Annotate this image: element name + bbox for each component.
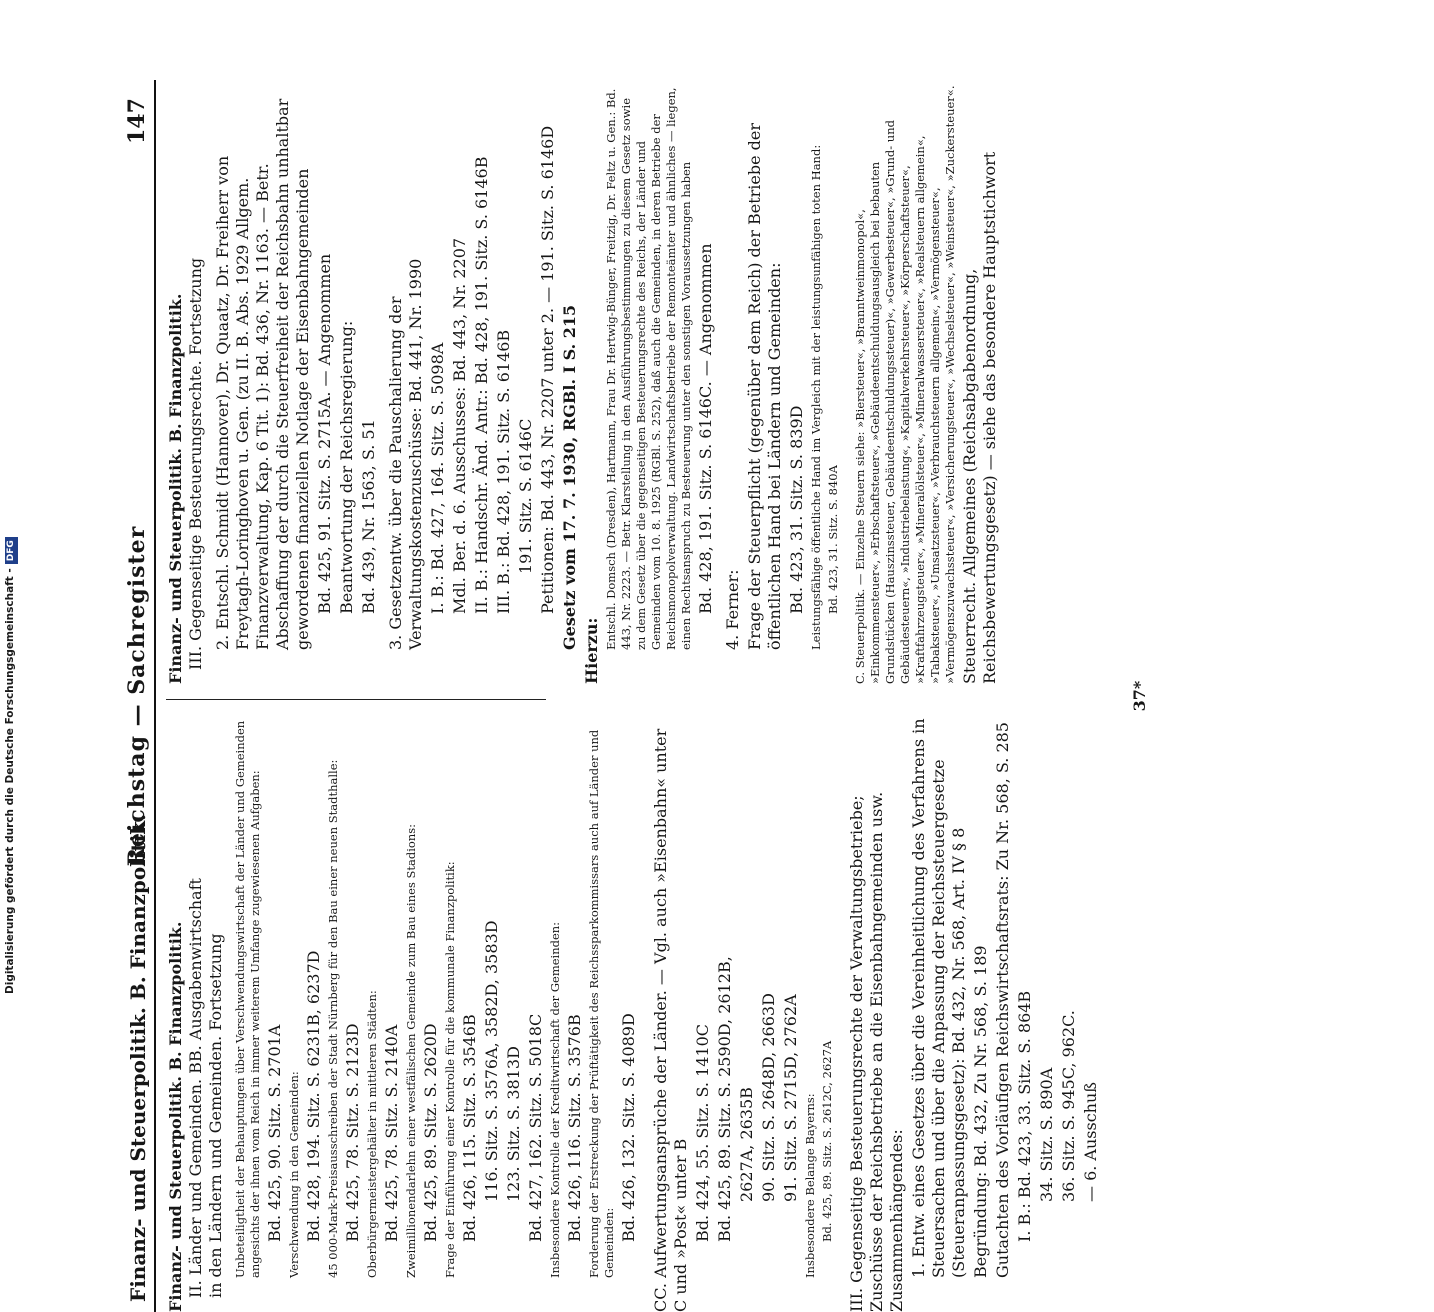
index-reference: 2627A, 2635B: [737, 1087, 756, 1202]
dfg-logo: DFG: [5, 537, 18, 564]
left-subsection-2: in den Ländern und Gemeinden. Fortsetzung: [206, 933, 225, 1298]
index-entry: Gutachten des Vorläufigen Reichswirtschaftsrats: Zu Nr. 568, S. 285: [993, 722, 1012, 1278]
index-reference: Beantwortung der Reichsregierung:: [337, 320, 356, 614]
index-reference: I. B.: Bd. 423, 33. Sitz. S. 864B: [1015, 990, 1034, 1242]
index-reference: Bd. 423, 31. Sitz. S. 839D: [787, 405, 806, 614]
index-reference: III. B.: Bd. 428, 191. Sitz. S. 6146B: [494, 329, 513, 614]
index-entry: 4. Ferner:: [723, 569, 742, 650]
index-reference: Petitionen: Bd. 443, Nr. 2207 unter 2. — 191. Sitz. S. 6146D: [538, 125, 557, 614]
index-entry: Leistungsfähige öffentliche Hand im Vergleich mit der leistungsunfähigen toten Hand:: [809, 144, 823, 650]
left-subsection-1: II. Länder und Gemeinden. BB. Ausgabenwirtschaft: [186, 878, 205, 1298]
index-entry: Unbeteiligtheit der Behauptungen über Verschwendungswirtschaft der Länder und Gemeinden angesichts der ihnen vom Reich in immer weiterem Umfange zugewiesenen Aufgaben:: [233, 720, 262, 1278]
left-section-title: Finanz- und Steuerpolitik. B. Finanzpolitik.: [166, 921, 185, 1312]
index-reference: II. B.: Handschr. Änd. Antr.: Bd. 428, 191. Sitz. S. 6146B: [472, 156, 491, 614]
index-entry: Insbesondere Belange Bayerns:: [803, 1093, 817, 1278]
index-entry: 2. Entschl. Schmidt (Hannover), Dr. Quaatz, Dr. Freiherr von Freytagh-Loringhoven u. Gen. (zu II. B. Abs. 1929 Allgem. Finanzverwaltung, Kap. 6 Tit. 1): Bd. 436, Nr. 1163. — Betr. Abschaffung der durch die Steuerfreiheit der Reichsbahn unhaltbar gewordenen finanziellen Notlage der Eisenbahngemeinden: [213, 98, 312, 650]
index-reference: Bd. 423, 31. Sitz. S. 840A: [826, 465, 840, 614]
signature-mark: 37*: [1130, 680, 1149, 712]
index-reference: Bd. 427, 162. Sitz. S. 5018C: [526, 1013, 545, 1242]
index-reference: 191. Sitz. S. 6146C: [516, 418, 535, 574]
index-entry: 45 000-Mark-Preisausschreiben der Stadt Nürnberg für den Bau einer neuen Stadthalle:: [326, 759, 340, 1278]
digitisation-text: Digitalisierung gefördert durch die Deutsche Forschungsgemeinschaft -: [4, 568, 16, 994]
index-reference: Bd. 425, 90. Sitz. S. 2701A: [265, 1024, 284, 1242]
index-reference: 116. Sitz. S. 3576A, 3582D, 3583D: [482, 920, 501, 1202]
index-reference: Bd. 439, Nr. 1563, S. 51: [359, 419, 378, 614]
law-reference: Gesetz vom 17. 7. 1930, RGBl. I S. 215: [560, 304, 579, 650]
header-center: Reichstag — Sachregister: [124, 525, 150, 867]
index-entry: 1. Entw. eines Gesetzes über die Vereinheitlichung des Verfahrens in Steuersachen und über die Anpassung der Reichssteuergesetze (Steueranpassungsgesetz): Bd. 432, Nr. 568, Art. IV § 8: [909, 718, 968, 1278]
iii-heading: III. Gegenseitige Besteuerungsrechte der Verwaltungsbetriebe; Zuschüsse der Reichsbetriebe an die Eisenbahngemeinden usw. Zusammenhängendes:: [847, 791, 906, 1312]
index-reference: Mdl. Ber. d. 6. Ausschusses: Bd. 443, Nr. 2207: [450, 237, 469, 614]
right-subsection-1: III. Gegenseitige Besteuerungsrechte. Fortsetzung: [186, 257, 205, 670]
c-see-also: Steuerrecht. Allgemeines (Reichsabgabenordnung, Reichsbewertungsgesetz) — siehe das besondere Hauptstichwort: [960, 151, 999, 684]
running-header: [120, 80, 156, 1312]
index-reference: Bd. 426, 115. Sitz. S. 3546B: [460, 1014, 479, 1242]
index-entry: Forderung der Erstreckung der Prüftätigkeit des Reichssparkommissars auch auf Länder und Gemeinden:: [587, 729, 616, 1278]
index-reference: 34. Sitz. S. 890A: [1037, 1067, 1056, 1202]
index-entry: Begründung: Bd. 432, Zu Nr. 568, S. 189: [971, 945, 990, 1278]
index-reference: 36. Sitz. S. 945C, 962C.: [1059, 1010, 1078, 1202]
digitisation-note: [0, 0, 20, 1000]
index-reference: I. B.: Bd. 427, 164. Sitz. S. 5098A: [428, 342, 447, 614]
header-left: Finanz- und Steuerpolitik. B. Finanzpolitik.: [126, 813, 150, 1302]
hierzu-label: Hierzu:: [582, 617, 601, 684]
index-reference: Bd. 425, 91. Sitz. S. 2715A. — Angenommen: [315, 253, 334, 614]
index-reference: Bd. 426, 116. Sitz. S. 3576B: [565, 1014, 584, 1242]
index-reference: 91. Sitz. S. 2715D, 2762A: [781, 994, 800, 1202]
index-entry: 3. Gesetzentw. über die Pauschalierung der Verwaltungskostenzuschüsse: Bd. 441, Nr. 1990: [386, 258, 425, 650]
index-reference: Bd. 428, 194. Sitz. S. 6231B, 6237D: [304, 950, 323, 1242]
c-heading: C. Steuerpolitik. — Einzelne Steuern siehe: »Biersteuer«, »Branntweinmonopol«, »Einkommensteuer«, »Erbschaftsteuer«, »Gebäudeentschuldungsausgleich bei bebauten Grundstücken (Hauszinssteuer, Gebäudeentschuldungssteuer)«, »Gewerbesteuer«, »Grund- und Gebäudesteuern«, »Industriebelastung«, »Kapitalverkehrsteuer«, »Körperschaftsteuer«, »Kraftfahrzeugsteuer«, »Mineralölsteuer«, »Mineralwassersteuer«, »Realsteuern allgemein«, »Tabaksteuer«, »Umsatzsteuer«, »Verbrauchsteuern allgemein«, »Vermögensteuer«, »Vermögenszuwachssteuer«, »Versicherungsteuer«, »Wechselsteuer«, »Weinsteuer«, »Zuckersteuer«.: [853, 85, 957, 684]
index-reference: Bd. 425, 89. Sitz. S. 2620D: [421, 1023, 440, 1242]
index-reference: Bd. 425, 89. Sitz. S. 2612C, 2627A: [820, 1040, 834, 1242]
index-reference: — 6. Ausschuß: [1081, 1082, 1100, 1202]
index-reference: Bd. 425, 78. Sitz. S. 2140A: [382, 1024, 401, 1242]
right-section-title: Finanz- und Steuerpolitik. B. Finanzpolitik.: [166, 293, 185, 684]
index-entry: Insbesondere Kontrolle der Kreditwirtschaft der Gemeinden:: [548, 921, 562, 1278]
index-reference: Bd. 424, 55. Sitz. S. 1410C: [693, 1023, 712, 1242]
index-reference: 123. Sitz. S. 3813D: [504, 1046, 523, 1202]
index-reference: Bd. 425, 89. Sitz. S. 2590D, 2612B,: [715, 956, 734, 1242]
page-number: 147: [124, 98, 150, 144]
cc-heading: CC. Aufwertungsansprüche der Länder. — Vgl. auch »Eisenbahn« unter C und »Post« unter B: [651, 728, 690, 1312]
index-entry: Zweimillionendarlehn einer westfälischen Gemeinde zum Bau eines Stadions:: [404, 823, 418, 1278]
column-divider: [166, 699, 546, 700]
index-reference: Bd. 428, 191. Sitz. S. 6146C. — Angenommen: [696, 243, 715, 614]
index-entry: Oberbürgermeistergehälter in mittleren Städten:: [365, 990, 379, 1278]
index-reference: Bd. 426, 132. Sitz. S. 4089D: [619, 1013, 638, 1242]
index-reference: 90. Sitz. S. 2648D, 2663D: [759, 993, 778, 1202]
index-entry: Verschwendung in den Gemeinden:: [287, 1071, 301, 1278]
index-entry: Frage der Einführung einer Kontrolle für die kommunale Finanzpolitik:: [443, 861, 457, 1278]
rotated-sheet: [120, 80, 1320, 1312]
index-entry: Frage der Steuerpflicht (gegenüber dem Reich) der Betriebe der öffentlichen Hand bei Ländern und Gemeinden:: [745, 122, 784, 650]
index-entry: Entschl. Domsch (Dresden), Hartmann, Frau Dr. Hertwig-Bünger, Freitzig, Dr. Feltz u. Gen.: Bd. 443, Nr. 2223. — Betr. Klarstellung in den Ausführungsbestimmungen zu diesem Gesetz sowie zu dem Gesetz über die gegenseitigen Besteuerungsrechte des Reichs, der Länder und Gemeinden vom 10. 8. 1925 (RGBl. S. 252), daß auch die Gemeinden, in deren Betriebe der Reichsmonopolverwaltung. Landwirtschaftsbetriebe der Remonteämter und ähnliches — liegen, einen Rechtsanspruch zu Besteuerung unter den sonstigen Voraussetzungen haben: [604, 87, 693, 650]
index-reference: Bd. 425, 78. Sitz. S. 2123D: [343, 1023, 362, 1242]
